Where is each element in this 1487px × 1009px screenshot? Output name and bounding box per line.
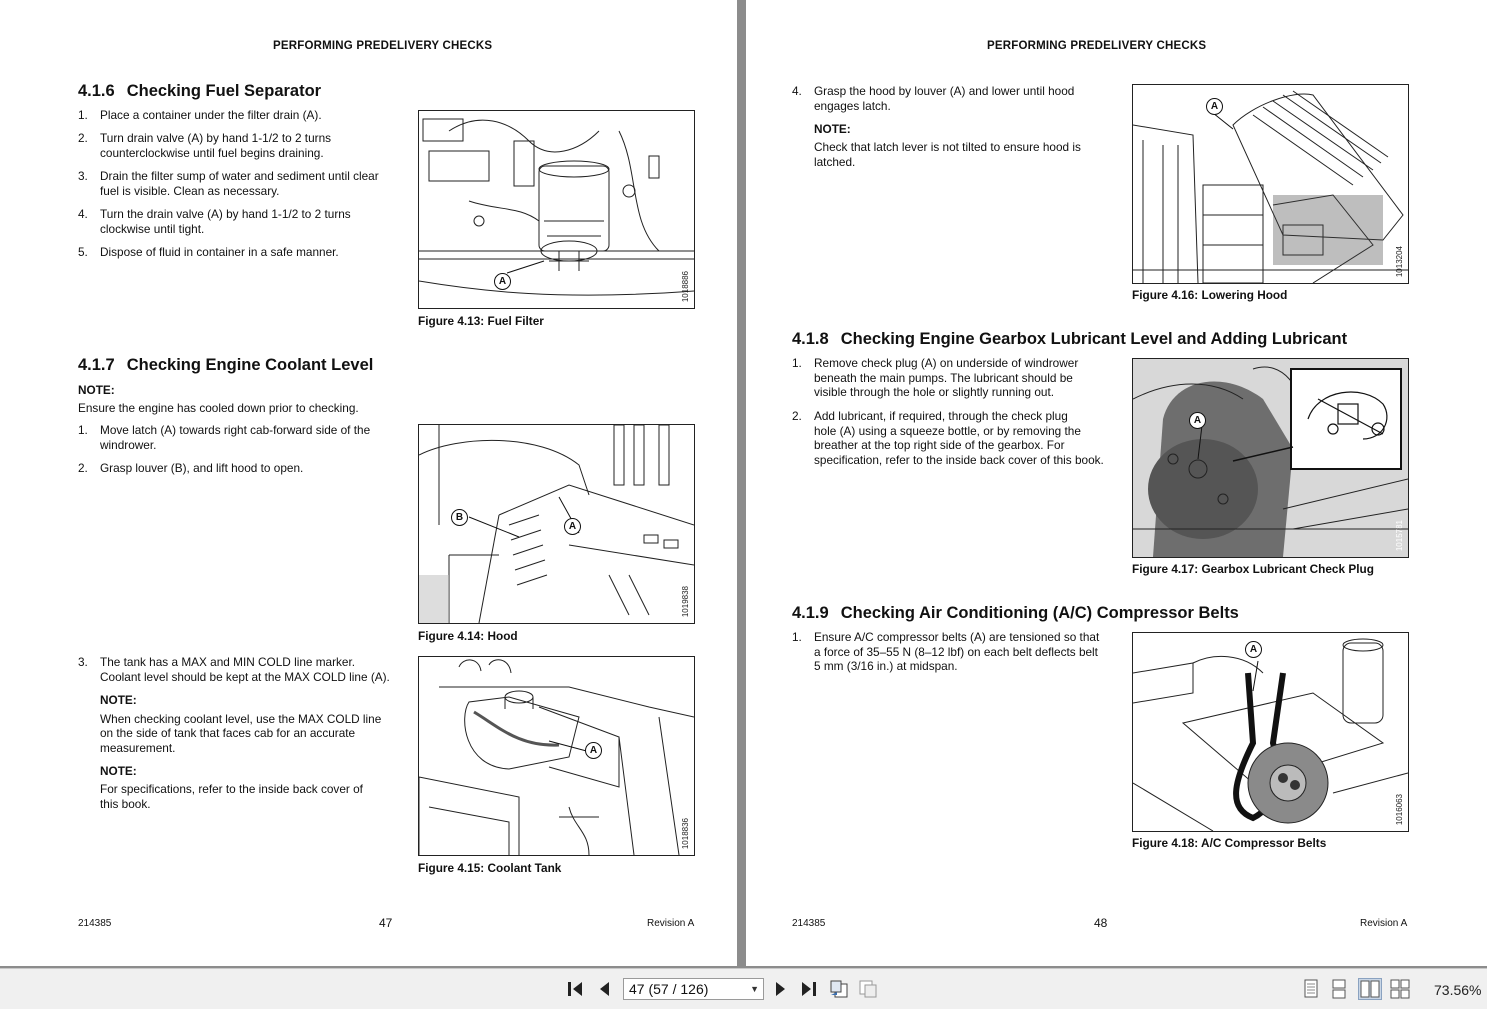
continuous-view-button[interactable] [1328,978,1350,1000]
list-item: 1. Ensure A/C compressor belts (A) are tensioned so that a force of 35–55 N (8–12 lbf) on each belt deflects belt 5 mm (3/16 in.) at midspan. [792,630,1100,674]
footer-page-number: 47 [379,916,393,930]
list-item: 2. Turn drain valve (A) by hand 1-1/2 to 2 turns counterclockwise until fuel begins draining. [78,131,332,160]
figure-id: 1019838 [681,585,690,617]
list-item: 1. Move latch (A) towards right cab-forward side of the windrower. [78,423,371,452]
coolant-tank-illustration [419,657,694,855]
ac-compressor-illustration [1133,633,1408,831]
list-item: 3. The tank has a MAX and MIN COLD line marker. Coolant level should be kept at the MAX COLD line (A). [78,655,390,684]
list-item: 2. Add lubricant, if required, through the check plug hole (A) using a squeeze bottle, or by removing the breather at the top right side of the gearbox. For specification, refer to the inside back cover of this book. [792,409,1104,467]
figure-lowering-hood [1132,84,1409,284]
footer-revision: Revision A [1360,918,1408,929]
gearbox-illustration [1133,359,1408,557]
section-heading-fuel-separator: 4.1.6 Checking Fuel Separator [78,82,322,100]
next-page-icon [772,980,788,998]
footer-doc-number: 214385 [792,918,826,929]
note-text: latched. [814,155,856,169]
note-label: NOTE: [100,693,137,707]
list-item: 1. Remove check plug (A) on underside of windrower beneath the main pumps. The lubricant should be visible through the hole or slightly running out. [792,356,1079,400]
note-text: this book. [100,797,151,811]
note-label: NOTE: [78,383,115,397]
callout-a: A [564,518,581,535]
figure-id: 1016063 [1395,793,1404,825]
figure-hood [418,424,695,624]
right-page [746,0,1487,966]
last-page-button[interactable] [797,978,819,1000]
callout-a: A [494,273,511,290]
previous-page-button[interactable] [594,978,616,1000]
continuous-facing-view-button[interactable] [1389,978,1411,1000]
zoom-level[interactable]: 73.56% [1434,982,1482,998]
figure-id: 1013204 [1395,245,1404,277]
list-item: 4. Turn the drain valve (A) by hand 1-1/2 to 2 turns clockwise until tight. [78,207,351,236]
callout-a: A [1245,641,1262,658]
first-page-button[interactable] [565,978,587,1000]
figure-caption: Figure 4.14: Hood [418,629,518,643]
single-page-view-button[interactable] [1300,978,1322,1000]
note-text: When checking coolant level, use the MAX COLD line [100,712,382,726]
facing-view-button[interactable] [1358,978,1382,1000]
figure-id: 1015781 [1395,519,1404,551]
figure-gearbox-check-plug [1132,358,1409,558]
chevron-down-icon[interactable]: ▼ [750,984,759,994]
note-text: For specifications, refer to the inside back cover of [100,782,363,796]
figure-fuel-filter [418,110,695,309]
figure-caption: Figure 4.16: Lowering Hood [1132,288,1288,302]
facing-icon [1360,980,1380,998]
note-text: on the side of tank that faces cab for an accurate [100,726,356,740]
callout-a: A [1206,98,1223,115]
figure-caption: Figure 4.18: A/C Compressor Belts [1132,836,1327,850]
note-label: NOTE: [814,122,851,136]
note-text: Ensure the engine has cooled down prior to checking. [78,401,359,415]
page-number-input[interactable]: 47 (57 / 126) ▼ [623,978,764,1000]
fuel-filter-illustration [419,111,694,308]
callout-a: A [1189,412,1206,429]
lowering-hood-illustration [1133,85,1408,283]
viewer-toolbar [0,968,1487,1009]
left-page: PERFORMING PREDELIVERY CHECKS 4.1.6 Checking Fuel Separator 1. Place a container under the filter drain (A). 2. Turn drain valve (A) by hand 1-1/2 to 2 turns counterclockwise until fuel begins draining. 3. Drain the filter sump of water and sediment until clear fuel is visible. Clean as necessary. 4. Turn the drain valve (A) by hand 1-1/2 to 2 turns clockwise until tight. 5. Dispose of fluid in container in a safe manner. A 1018886 Figure 4.13: Fuel Filter 4.1.7 Checking Engine Coolant Level NOTE: Ensure the engine has cooled down prior to checking. 1. Move latch (A) towards right cab-forward side of the windrower. 2. Grasp louver (B), and lift hood to open. B A 1019838 Figure 4.14: Hood 3. The tank has a MAX and MIN COLD line marker. Coolant level should be kept at the MAX COLD line (A). NOTE: When checking coolant level, use the MAX COLD line on the side of tank that faces cab for an accurate measurement. NOTE: For specifications, refer to the inside back cover of this book. A 1018836 Figure 4.15: Coolant Tank 214385 47 Revision A [0,0,737,966]
section-heading-engine-coolant: 4.1.7 Checking Engine Coolant Level [78,356,374,374]
figure-caption: Figure 4.13: Fuel Filter [418,314,544,328]
section-heading-ac-belts: 4.1.9 Checking Air Conditioning (A/C) Compressor Belts [792,604,1239,622]
continuous-facing-icon [1390,979,1410,999]
single-page-icon [1303,979,1319,999]
figure-caption: Figure 4.15: Coolant Tank [418,861,562,875]
note-label: NOTE: [100,764,137,778]
callout-b: B [451,509,468,526]
figure-ac-compressor-belts [1132,632,1409,832]
previous-page-icon [597,980,613,998]
figure-id: 1018886 [681,270,690,302]
figure-coolant-tank [418,656,695,856]
footer-doc-number: 214385 [78,918,112,929]
continuous-icon [1331,979,1347,999]
previous-view-button[interactable] [828,978,850,1000]
list-item: 4. Grasp the hood by louver (A) and lower until hood engages latch. [792,84,1075,113]
section-heading-gearbox: 4.1.8 Checking Engine Gearbox Lubricant Level and Adding Lubricant [792,330,1348,348]
figure-caption: Figure 4.17: Gearbox Lubricant Check Plug [1132,562,1374,576]
next-view-button[interactable] [857,978,879,1000]
next-view-icon [857,979,879,999]
page-header: PERFORMING PREDELIVERY CHECKS [273,40,493,52]
note-text: measurement. [100,741,176,755]
figure-id: 1018836 [681,817,690,849]
footer-page-number: 48 [1094,916,1108,930]
last-page-icon [798,980,818,998]
note-text: Check that latch lever is not tilted to ensure hood is [814,140,1081,154]
next-page-button[interactable] [769,978,791,1000]
callout-a: A [585,742,602,759]
previous-view-icon [828,979,850,999]
first-page-icon [566,980,586,998]
page-header: PERFORMING PREDELIVERY CHECKS [987,40,1207,52]
list-item: 3. Drain the filter sump of water and sediment until clear fuel is visible. Clean as necessary. [78,169,379,198]
footer-revision: Revision A [647,918,695,929]
